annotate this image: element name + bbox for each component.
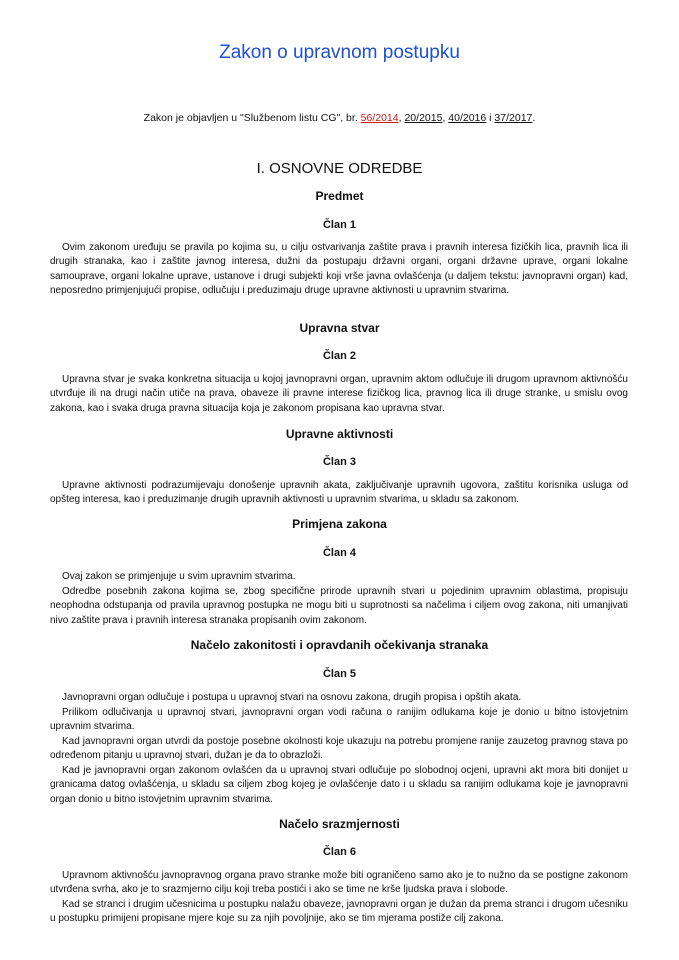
gazette-link-3[interactable]: 40/2016 (448, 112, 487, 124)
article-number: Član 6 (322, 846, 356, 858)
chapter-heading: I. OSNOVNE ODREDBE (256, 160, 423, 177)
article-paragraph: Ovaj zakon se primjenjuje u svim upravnim stvarima. (62, 571, 296, 582)
article-paragraph: Odredbe posebnih zakona kojima se, zbog specifične prirode upravnih stvari u pojedinim upravnim oblastima, propisuju neophodna odstupanja od pravila upravnog postupka ne mogu biti u suprotnosti sa načelima i ciljem ovog zakona, niti umanjivati nivo zaštite prava i pravnih interesa stranaka propisanih ovim zakonom. (50, 586, 628, 626)
publication-note (0, 112, 679, 124)
article-number: Član 1 (322, 219, 356, 231)
article-number: Član 2 (322, 350, 356, 362)
gazette-link-2[interactable]: 20/2015 (404, 112, 443, 124)
section-heading: Primjena zakona (292, 517, 387, 531)
section-heading: Upravna stvar (299, 321, 380, 335)
article-number: Član 5 (322, 668, 356, 680)
article-paragraph: Kad je javnopravni organ zakonom ovlašćen da u upravnoj stvari odlučuje po slobodnoj ocjeni, upravni akt mora biti donijet u granicama datog ovlašćenja, u skladu sa ciljem zbog kojeg je ovlašćenje dato i u skladu sa ranijim odlukama koje je javnopravni organ donio u bitno istovjetnim upravnim stvarima. (50, 765, 628, 805)
publication-separator: , (442, 112, 449, 124)
article-paragraph: Ovim zakonom uređuju se pravila po kojima su, u cilju ostvarivanja zaštite prava i pravnih interesa fizičkih lica, pravnih lica ili drugih stranaka, kao i zaštite javnog interesa, dužni da postupaju državni organi, organi državne uprave, organi lokalne samouprave, organi lokalne uprave, ustanove i drugi subjekti koji vrše javna ovlašćenja (u daljem tekstu: javnopravni organ) kad, neposredno primjenjujući propise, odlučuju i preduzimaju druge upravne aktivnosti u upravnim stvarima. (50, 242, 628, 297)
section-heading: Načelo zakonitosti i opravdanih očekivanja stranaka (190, 638, 489, 652)
section-heading: Načelo srazmjernosti (279, 817, 400, 831)
publication-suffix: . (532, 112, 536, 124)
section-heading: Upravne aktivnosti (285, 427, 394, 441)
article-paragraph: Upravnom aktivnošću javnopravnog organa pravo stranke može biti ograničeno samo ako je to nužno da se postigne zakonom utvrđena svrha, ako je to srazmjerno cilju koji treba postići i ako se time ne krše ljudska prava i slobode. (50, 870, 628, 896)
gazette-link-1[interactable]: 56/2014 (360, 112, 399, 124)
gazette-link-4[interactable]: 37/2017 (494, 112, 533, 124)
section-heading: Predmet (315, 189, 364, 203)
article-paragraph: Kad javnopravni organ utvrdi da postoje posebne okolnosti koje ukazuju na potrebu promjene ranije zauzetog pravnog stava po određenom pitanju u upravnoj stvari, dužan je da to obrazloži. (50, 736, 628, 762)
publication-separator: i (486, 112, 495, 124)
article-paragraph: Kad se stranci i drugim učesnicima u postupku nalažu obaveze, javnopravni organ je dužan da prema stranci i drugom učesniku u postupku primijeni propisane mjere koje su za njih povoljnije, ako se tim mjerama postiže cilj zakona. (50, 899, 628, 925)
document-title: Zakon o upravnom postupku (219, 42, 460, 63)
article-paragraph: Upravne aktivnosti podrazumijevaju donošenje upravnih akata, zaključivanje upravnih ugovora, zaštitu korisnika usluga od opšteg interesa, kao i preduzimanje drugih upravnih aktivnosti u upravnim stvarima, u skladu sa zakonom. (50, 480, 628, 506)
article-number: Član 4 (322, 547, 356, 559)
article-paragraph: Upravna stvar je svaka konkretna situacija u kojoj javnopravni organ, upravnim aktom odlučuje ili drugom upravnom aktivnošću utvrđuje ili na drugi način utiče na prava, obaveze ili pravne interese fizičkog lica, pravnog lica ili druge stranke, u smislu ovog zakona, kao i svaka druga pravna situacija koja je zakonom propisana kao upravna stvar. (50, 374, 628, 414)
article-paragraph: Prilikom odlučivanja u upravnoj stvari, javnopravni organ vodi računa o ranijim odlukama koje je donio u bitno istovjetnim upravnim stvarima. (50, 707, 628, 733)
article-number: Član 3 (322, 456, 356, 468)
article-paragraph: Javnopravni organ odlučuje i postupa u upravnoj stvari na osnovu zakona, drugih propisa i opštih akata. (62, 692, 522, 703)
publication-prefix: Zakon je objavljen u "Službenom listu CG", br. (143, 112, 361, 124)
publication-separator: , (398, 112, 405, 124)
